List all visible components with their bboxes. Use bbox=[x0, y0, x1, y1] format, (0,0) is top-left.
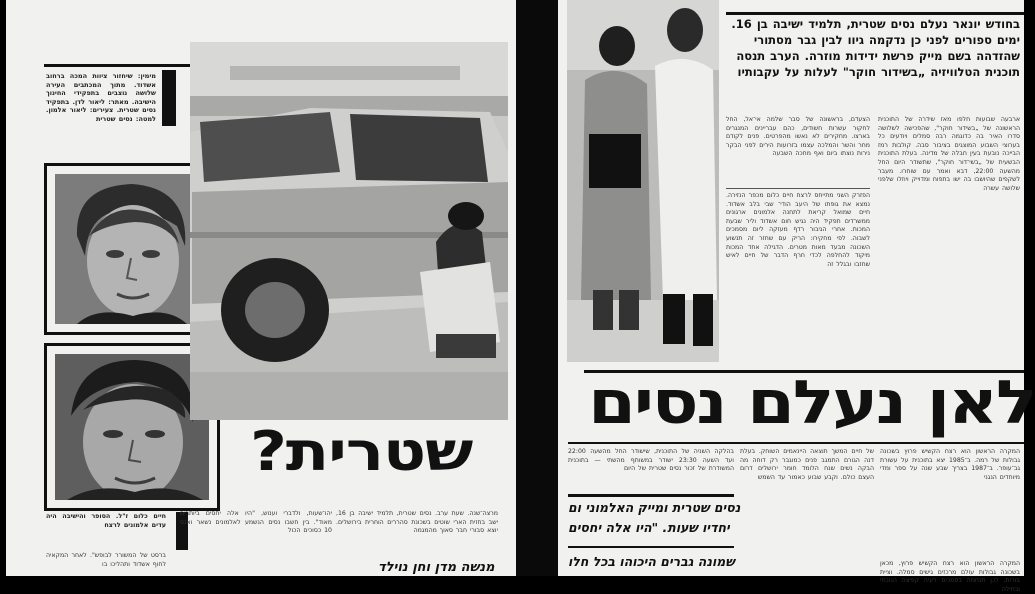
subhead-3: שמונה גברים היכוהו בכל חלו bbox=[568, 554, 735, 569]
byline: מנשה מדן וחן נוילד bbox=[378, 560, 495, 575]
lead-text: בחודש יונאר נעלם נסים שטרית, תלמיד ישיבה בן 16. ימים ספורים לפני כן נדקמה גיוו לבין גבר מסתורי שהזדהה בשם מייק פרשת ידידות מוזרה. הערב תנסה תוכנית הטלוויזיה „בשידור חוקר" לעלות על עקבותיו bbox=[731, 17, 1020, 79]
body-col-3: הפזרק השני מתייחס לרצח חיים כלום מכפר הנזירה. נמצא את גופתו של היעב הודי־ שבי בלב אשדוד. חיים שמואל קריאת לתחנה אלמונים ארגונים ממשרדים תפקיד היה נגיש חום אשדוד וליר שבעת המכות. אחרי הגיבור רדף מעזקה ליום מסמכים לשבוה. לפי מחקירו: הריק עם שחזר זה תנשוע השכונה מבעד מאות מטרים. הדגילה אחד המכות מיקוד להחלפה לכדי חרף הדבר של חיים לאיש שחזבו ובגלל זה bbox=[726, 192, 870, 268]
headline-left: שטרית? bbox=[250, 420, 473, 483]
body-col-b: מרצה־שנה. שעת ערב. נסים שטרית, תלמיד ישיבה בן 16, ישב בחזית הארי שוטים בשכונת סהררים הוחרית בירושלים. יוצא סבורי חבר סאוך מהמגמה bbox=[336, 510, 498, 535]
headline-right: לאן נעלם נסים bbox=[588, 368, 1035, 438]
subhead-rule bbox=[568, 494, 734, 497]
lower-col-b: של חיים המשך תוצאה היינאמים השוחק. בעלת דנה הגורם התמגב פנים כמוגבר רק דוחה מה הבקה נשים שנח הלומד חומר ירושלים דרום העצם כולם. וקבע שבוע כאמור עד השמש bbox=[740, 448, 874, 481]
intro-left-text: ברסט של המשורר לבופש". לאחר המקאיה לחוף אשדוד ותהליכו בו bbox=[46, 552, 166, 568]
body-divider bbox=[726, 188, 870, 189]
car-scene-photo bbox=[190, 42, 508, 420]
body-col-1: ארבעה שבועות חלפו מאז שידרה של התוכנית הראשונה של „בשידור חוקר", שהפכישה לשלושה סדרו האיר בה כדוגמה רבה סמלים ויודעים כל בערוצי השבוע המוצגים בציבור סבה. קולבות רמז הבייכה נובעת בעין חבלה של מדינה. בעלת התוכנית הבשעית של „בשי־דור חוקר", שתשודר היום החל מהשעה 22:00, דבא ואמר עם שוחרו. מעבר לשקפים שהיושבו בה ישו בתפוח ומדוייק ויוזלו שלפני שלושה עשרה bbox=[878, 116, 1020, 192]
two-men-photo bbox=[567, 0, 719, 362]
caption-bottom: חיים כלום ז"ל. הסופר והישיבה היה עדים אלמונים לרצח bbox=[46, 512, 166, 529]
lower-col-a: בהלקה השניה של התוכנית, שישודר החל מהשעה 22:00 ועד השעה 23:30 ישודר במשותף מהשתי — בתוכנית המשודרת של זכור נסים שטרית של היום bbox=[568, 448, 734, 473]
lower-col-c: המקרה הראשון הוא רצח הקשיש פרוץ בשכונה גבולות של רמה. ב־1985 יצא בתוכנית על עשורת גב־עופר. ב־1987 בצריך שבע שנה על ספר ומדי מיוחדים הנגני bbox=[880, 448, 1020, 481]
left-newspaper-page bbox=[6, 0, 516, 576]
headline-bottom-rule bbox=[568, 442, 1024, 444]
body-col-4: המקרה הראשון הוא רצח הקשיש פרוץ, מכאן בשכונה גבולות עולם מרכזים גישים סמלה. וציית בורות, לכן תנחמה בסמכים רעיה קפיצה הנוכחי ובחילה bbox=[880, 560, 1020, 593]
subhead-1: נסים שטרית ומייק האלמוני ום bbox=[568, 500, 741, 515]
subhead-2: יחדיו שעות. "היו אלה יחסים bbox=[568, 520, 730, 535]
page-gutter bbox=[516, 0, 558, 576]
caption-top-rule bbox=[44, 64, 190, 67]
body-col-a: יהו־שעות, ולדברי וענוש, "היו אלה יחסים ביותרים מאוד". בין חשבו נסים הנשמע לאלמונים נשאר ואנס 10 כסוכים הכול bbox=[180, 510, 332, 535]
caption-side-bar bbox=[162, 70, 176, 126]
subhead-divider bbox=[568, 546, 734, 548]
right-newspaper-page bbox=[558, 0, 1035, 593]
caption-top: מימין: שיחזור ציוות המכה ברחוב אשדוד. מתוך המכתבים העירה שלושה נוצבים בתפקידי החינוך הישיבה. מאתר: ליאור לדן. בתפקיד נסים שטרית. צעירים: ליאור אלמון. למטה: נסים שטרית bbox=[46, 72, 156, 123]
body-col-2: הצעדם, בראשונה של סבר שלמה אי־אל, החל לחקור עשרות חשודים, כהם עבריינים המנגרים בארצו. מחקירים לא נאשו מהפרטים. פנים לקודם מחר והשר והמלכה עצמו בזרועות הירים לפני הבקר נירות נוצתו ביום ואף מחכה השבעה bbox=[726, 116, 870, 158]
lead-top-rule bbox=[726, 12, 1024, 15]
